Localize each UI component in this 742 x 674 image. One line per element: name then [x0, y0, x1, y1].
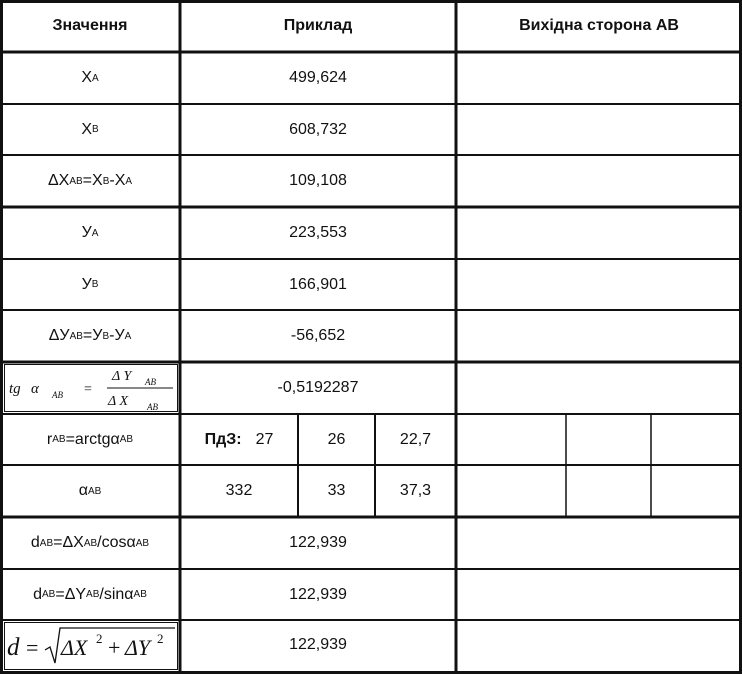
- formula-plus: +: [108, 635, 121, 660]
- value-ya: 223,553: [289, 224, 347, 241]
- label-alpha-ab: [0, 465, 180, 517]
- value-alpha-minutes: 33: [327, 482, 346, 499]
- label-part: ΔX: [47, 172, 70, 189]
- label-sub: A: [125, 175, 133, 187]
- label-sub: AB: [69, 330, 83, 342]
- distance-formula-drawing: [5, 623, 177, 669]
- formula-dy: ΔY: [125, 635, 151, 660]
- label-d-cos: [0, 517, 180, 569]
- value-d-sin: 122,939: [289, 585, 347, 603]
- formula-numerator: Δ Y: [112, 369, 132, 384]
- formula-alpha: α: [31, 381, 39, 397]
- label-sub: B: [91, 279, 99, 290]
- header-example: [180, 0, 456, 52]
- label-ya: [0, 207, 180, 259]
- label-sub: AB: [42, 589, 56, 600]
- input-cell-r-ab-seconds[interactable]: [651, 414, 742, 465]
- input-cell-ya[interactable]: [456, 207, 742, 259]
- formula-dx: ΔX: [61, 635, 88, 660]
- input-cell-alpha-minutes[interactable]: [566, 465, 651, 517]
- label-part: -X: [109, 172, 126, 189]
- formula-numerator-sub: AB: [145, 377, 156, 387]
- label-part: =X: [82, 172, 103, 189]
- label-part: -У: [109, 327, 125, 344]
- label-sub: B: [102, 330, 110, 342]
- label-part: /cosα: [97, 534, 136, 551]
- header-example-label: Приклад: [283, 17, 353, 34]
- value-r-ab-minutes: 26: [327, 430, 346, 448]
- formula-power: 2: [96, 631, 103, 646]
- label-sub: A: [124, 330, 132, 342]
- label-main: У: [81, 224, 92, 241]
- value-r-ab-degrees: [180, 414, 298, 465]
- label-main: X: [81, 120, 92, 138]
- label-sub: AB: [119, 434, 134, 445]
- input-cell-r-ab-minutes[interactable]: [566, 414, 651, 465]
- label-part: =arctgα: [65, 430, 120, 448]
- label-part: =ΔX: [53, 534, 84, 551]
- value-tangent: -0,5192287: [277, 379, 359, 396]
- formula-d: d: [7, 634, 20, 661]
- input-cell-delta-x[interactable]: [456, 155, 742, 207]
- value-xa: 499,624: [289, 69, 347, 86]
- label-part: ΔУ: [48, 327, 70, 344]
- label-sub: A: [92, 72, 99, 84]
- label-part: d: [33, 585, 42, 603]
- label-sub: AB: [87, 485, 102, 497]
- input-cell-d-sqrt[interactable]: [456, 620, 742, 670]
- quadrant-prefix: ПдЗ:: [204, 430, 242, 448]
- formula-denominator: Δ X: [108, 394, 129, 409]
- label-r-ab: [0, 414, 180, 465]
- label-part: α: [78, 482, 88, 499]
- input-cell-yb[interactable]: [456, 259, 742, 310]
- tangent-formula: [4, 364, 178, 412]
- label-main: У: [81, 275, 92, 293]
- input-cell-r-ab-degrees[interactable]: [456, 414, 566, 465]
- input-cell-alpha-degrees[interactable]: [456, 465, 566, 517]
- value-alpha-seconds: 37,3: [399, 482, 432, 499]
- label-sub: B: [92, 124, 99, 135]
- header-values-label: Значення: [52, 17, 128, 34]
- input-cell-alpha-seconds[interactable]: [651, 465, 742, 517]
- formula-tg: tg: [9, 381, 21, 397]
- value-yb: 166,901: [289, 275, 347, 293]
- input-cell-delta-y[interactable]: [456, 310, 742, 362]
- label-part: d: [30, 534, 40, 551]
- label-delta-y: [0, 310, 180, 362]
- label-xb: [0, 104, 180, 155]
- label-sub: AB: [52, 434, 66, 445]
- formula-denominator-sub: AB: [147, 402, 158, 411]
- label-sub: AB: [69, 175, 83, 187]
- distance-formula: [4, 622, 178, 670]
- label-yb: [0, 259, 180, 310]
- input-cell-d-sin[interactable]: [456, 569, 742, 620]
- value-delta-y: -56,652: [290, 327, 346, 344]
- label-main: X: [81, 69, 92, 86]
- label-sub: AB: [83, 537, 98, 549]
- label-sub: A: [91, 227, 99, 239]
- label-sub: AB: [135, 537, 150, 549]
- label-xa: [0, 52, 180, 104]
- label-part: /sinα: [99, 585, 134, 603]
- header-source-side: [456, 0, 742, 52]
- input-cell-tangent[interactable]: [456, 362, 742, 414]
- label-part: =ΔY: [55, 585, 87, 603]
- formula-power: 2: [157, 631, 164, 646]
- label-part: r: [46, 430, 53, 448]
- label-sub: B: [102, 175, 110, 187]
- value-d-sqrt: 122,939: [289, 636, 347, 653]
- label-delta-x: [0, 155, 180, 207]
- label-d-sin: [0, 569, 180, 620]
- input-cell-xa[interactable]: [456, 52, 742, 104]
- label-sub: AB: [133, 589, 147, 600]
- value-xb: 608,732: [289, 120, 347, 138]
- value-delta-x: 109,108: [289, 172, 347, 189]
- label-part: =У: [82, 327, 103, 344]
- formula-equals: =: [84, 382, 92, 397]
- label-sub: AB: [39, 537, 54, 549]
- value-r-ab-seconds: 22,7: [399, 430, 432, 448]
- label-sub: AB: [86, 589, 100, 600]
- value-d-cos: 122,939: [289, 534, 347, 551]
- input-cell-d-cos[interactable]: [456, 517, 742, 569]
- degrees: 27: [255, 430, 274, 448]
- value-alpha-degrees: 332: [225, 482, 253, 499]
- header-values: [0, 0, 180, 52]
- formula-alpha-sub: AB: [52, 390, 63, 400]
- input-cell-xb[interactable]: [456, 104, 742, 155]
- formula-equals: =: [26, 635, 39, 660]
- tangent-formula-drawing: [5, 365, 177, 411]
- header-source-side-label: Вихідна сторона АВ: [519, 17, 679, 34]
